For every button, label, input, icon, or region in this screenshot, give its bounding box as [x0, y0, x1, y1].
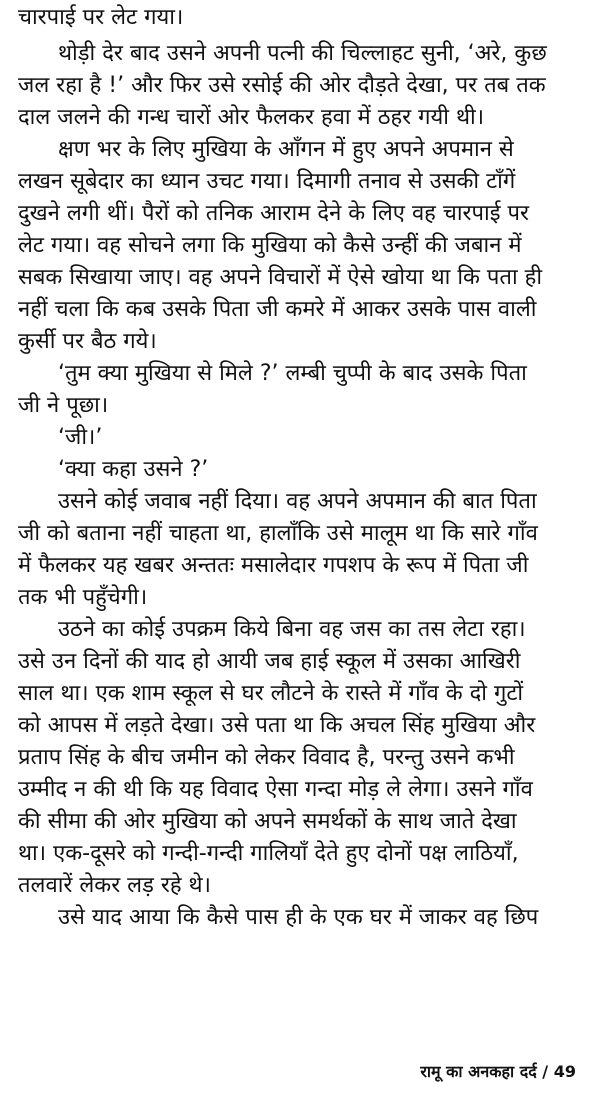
text-line-29: उसे याद आया कि कैसे पास ही के एक घर में जाकर वह छिप	[58, 905, 539, 930]
text-line-4: दाल जलने की गन्ध चारों ओर फैलकर हवा में ठहर गयी थी।	[18, 105, 485, 130]
text-line-20: उठने का कोई उपक्रम किये बिना वह जस का तस लेटा रहा।	[58, 617, 526, 642]
text-line-3: जल रहा है !’ और फिर उसे रसोई की ओर दौड़ते देखा, पर तब तक	[18, 73, 546, 98]
text-line-23: को आपस में लड़ते देखा। उसे पता था कि अचल सिंह मुखिया और	[18, 713, 536, 738]
text-line-6: लखन सूबेदार का ध्यान उचट गया। दिमागी तनाव से उसकी टाँगें	[18, 169, 516, 194]
text-line-5: क्षण भर के लिए मुखिया के आँगन में हुए अपने अपमान से	[58, 137, 514, 162]
text-line-14: ‘जी।’	[58, 425, 103, 450]
text-line-16: उसने कोई जवाब नहीं दिया। वह अपने अपमान की बात पिता	[58, 489, 537, 514]
text-line-12: ‘तुम क्या मुखिया से मिले ?’ लम्बी चुप्पी के बाद उसके पिता	[58, 361, 527, 386]
text-line-9: सबक सिखाया जाए। वह अपने विचारों में ऐसे खोया था कि पता ही	[18, 265, 543, 290]
text-line-15: ‘क्या कहा उसने ?’	[58, 457, 209, 482]
text-line-7: दुखने लगी थीं। पैरों को तनिक आराम देने के लिए वह चारपाई पर	[18, 201, 530, 226]
text-line-21: उसे उन दिनों की याद हो आयी जब हाई स्कूल में उसका आखिरी	[18, 649, 521, 674]
text-line-2: थोड़ी देर बाद उसने अपनी पत्नी की चिल्लाहट सुनी, ‘अरे, कुछ	[58, 41, 547, 66]
text-line-1: चारपाई पर लेट गया।	[18, 5, 184, 30]
text-line-18: में फैलकर यह खबर अन्ततः मसालेदार गपशप के रूप में पिता जी	[18, 553, 529, 578]
text-line-25: उम्मीद न की थी कि यह विवाद ऐसा गन्दा मोड़ ले लेगा। उसने गाँव	[18, 777, 533, 802]
text-line-26: की सीमा की ओर मुखिया को अपने समर्थकों के साथ जाते देखा	[18, 809, 517, 834]
page-footer: रामू का अनकहा दर्द / 49	[420, 1062, 576, 1081]
text-line-22: साल था। एक शाम स्कूल से घर लौटने के रास्ते में गाँव के दो गुटों	[18, 681, 524, 706]
text-line-27: था। एक-दूसरे को गन्दी-गन्दी गालियाँ देते हुए दोनों पक्ष लाठियाँ,	[18, 841, 519, 866]
text-line-28: तलवारें लेकर लड़ रहे थे।	[18, 873, 211, 898]
text-line-19: तक भी पहुँचेगी।	[18, 585, 148, 610]
text-line-17: जी को बताना नहीं चाहता था, हालाँकि उसे मालूम था कि सारे गाँव	[18, 521, 538, 546]
body-text	[18, 38, 584, 934]
text-line-8: लेट गया। वह सोचने लगा कि मुखिया को कैसे उन्हीं की जबान में	[18, 233, 522, 258]
text-line-24: प्रताप सिंह के बीच जमीन को लेकर विवाद है, परन्तु उसने कभी	[18, 745, 515, 770]
text-line-10: नहीं चला कि कब उसके पिता जी कमरे में आकर उसके पास वाली	[18, 297, 537, 322]
text-line-13: जी ने पूछा।	[18, 393, 109, 418]
text-line-11: कुर्सी पर बैठ गये।	[18, 329, 157, 354]
